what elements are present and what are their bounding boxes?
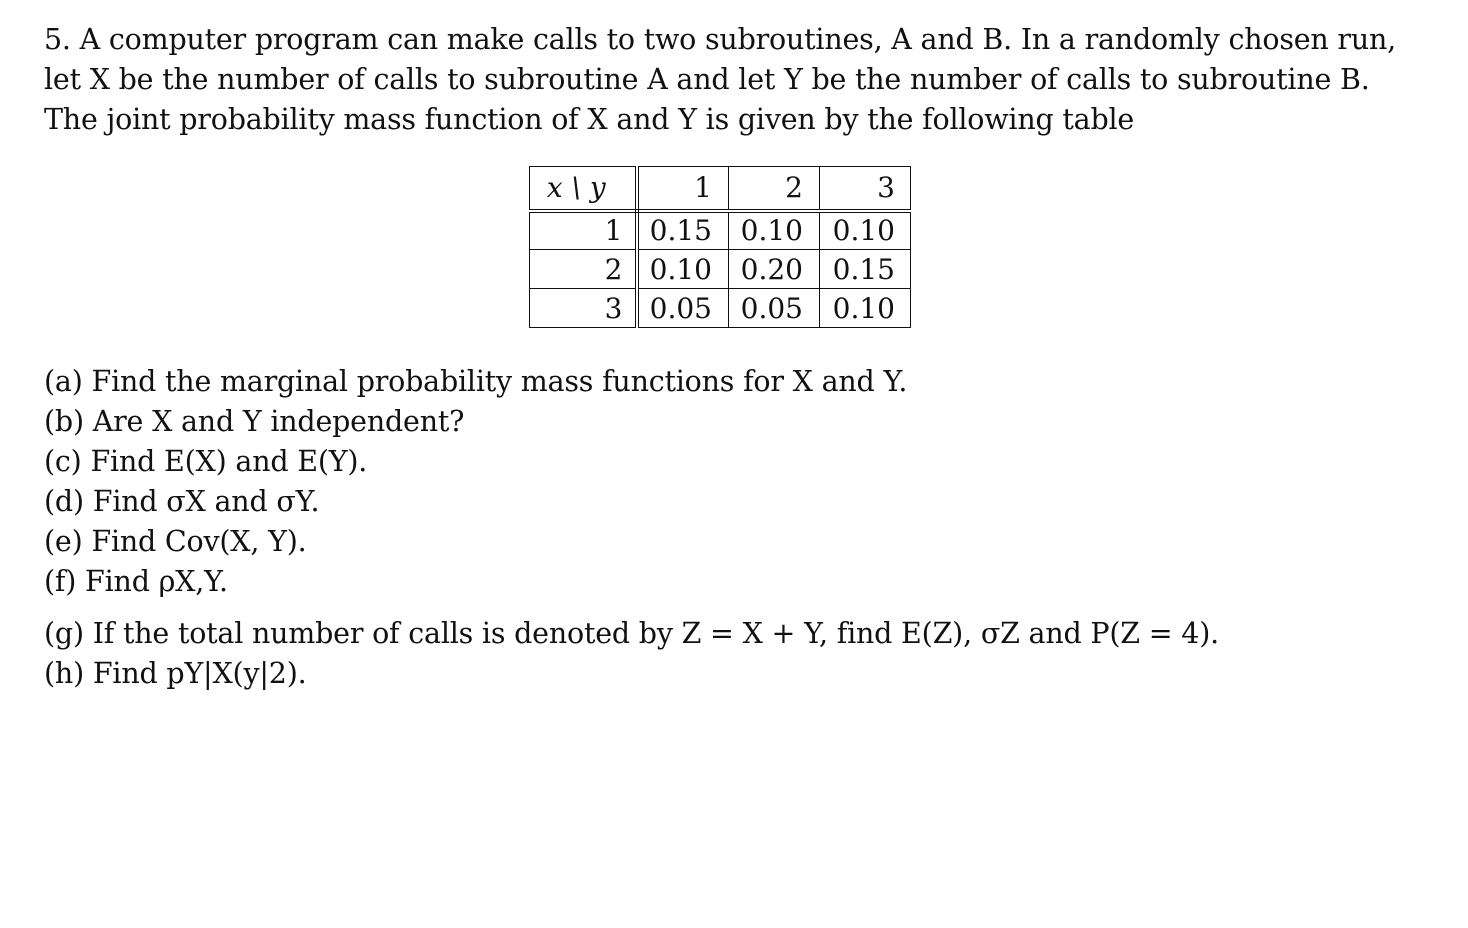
table-cell: 0.05	[637, 289, 729, 328]
question-d: (d) Find σX and σY.	[44, 485, 320, 518]
table-cell: 0.10	[820, 289, 911, 328]
table-cell: 0.10	[820, 211, 911, 250]
problem-line-1-text: A computer program can make calls to two subroutines, A and B. In a randomly chosen run,	[79, 23, 1397, 56]
row-header: 1	[530, 211, 637, 250]
problem-number: 5.	[44, 23, 71, 56]
column-header: 1	[637, 167, 729, 211]
question-list	[44, 362, 1219, 694]
question-g: (g) If the total number of calls is denoted by Z = X + Y, find E(Z), σZ and P(Z = 4).	[44, 617, 1219, 650]
question-h: (h) Find pY|X(y|2).	[44, 657, 307, 690]
table-cell: 0.15	[637, 211, 729, 250]
problem-statement	[44, 20, 1444, 140]
question-b: (b) Are X and Y independent?	[44, 405, 465, 438]
table-header-row	[530, 167, 911, 211]
table-corner-label: x \ y	[530, 167, 637, 211]
joint-pmf-table	[529, 166, 911, 328]
table-cell: 0.05	[729, 289, 820, 328]
column-header: 3	[820, 167, 911, 211]
column-header: 2	[729, 167, 820, 211]
row-header: 2	[530, 250, 637, 289]
row-header: 3	[530, 289, 637, 328]
table-cell: 0.15	[820, 250, 911, 289]
question-c: (c) Find E(X) and E(Y).	[44, 445, 368, 478]
problem-line-1	[44, 20, 1444, 60]
question-a: (a) Find the marginal probability mass functions for X and Y.	[44, 365, 908, 398]
question-e: (e) Find Cov(X, Y).	[44, 525, 307, 558]
question-f: (f) Find ρX,Y.	[44, 565, 228, 598]
table-cell: 0.10	[729, 211, 820, 250]
table-cell: 0.10	[637, 250, 729, 289]
problem-line-2: let X be the number of calls to subroutine A and let Y be the number of calls to subroutine B.	[44, 63, 1370, 96]
problem-line-3: The joint probability mass function of X and Y is given by the following table	[44, 103, 1135, 136]
table-row	[530, 250, 911, 289]
table-row	[530, 289, 911, 328]
table-row	[530, 211, 911, 250]
table-cell: 0.20	[729, 250, 820, 289]
